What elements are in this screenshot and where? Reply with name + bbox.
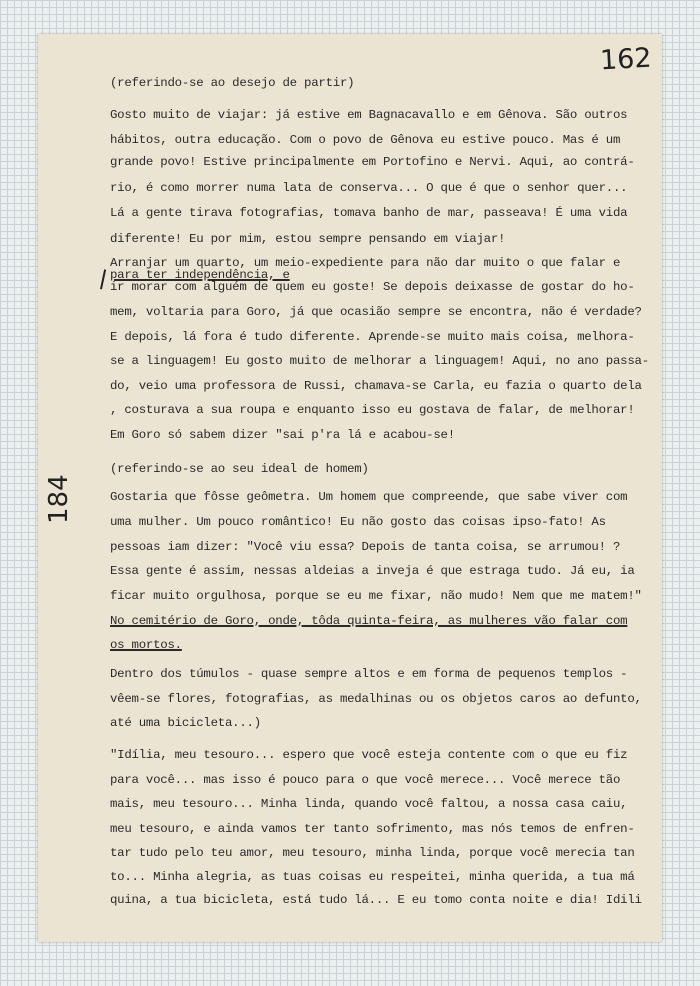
text-line: uma mulher. Um pouco romântico! Eu não gosto das coisas ipso-fato! As xyxy=(110,515,606,529)
text-line: rio, é como morrer numa lata de conserva... O que é que o senhor quer... xyxy=(110,181,628,195)
margin-number: 184 xyxy=(44,474,74,524)
text-line: Essa gente é assim, nessas aldeias a inveja é que estraga tudo. Já eu, ia xyxy=(110,564,635,578)
text-line: ficar muito orgulhosa, porque se eu me fixar, não mudo! Nem que me matem!" xyxy=(110,589,642,603)
text-line: Em Goro só sabem dizer "sai p'ra lá e acabou-se! xyxy=(110,428,455,442)
text-line: (referindo-se ao desejo de partir) xyxy=(110,76,355,90)
text-line: , costurava a sua roupa e enquanto isso eu gostava de falar, de melhorar! xyxy=(110,403,635,417)
underlined-line: os mortos. xyxy=(110,638,182,652)
underlined-line: No cemitério de Goro, onde, tôda quinta-feira, as mulheres vão falar com xyxy=(110,614,628,628)
text-line: até uma bicicleta...) xyxy=(110,716,261,730)
text-line: vêem-se flores, fotografias, as medalhinas ou os objetos caros ao defunto, xyxy=(110,692,642,706)
page-number: 162 xyxy=(599,42,653,77)
text-line: Dentro dos túmulos - quase sempre altos e em forma de pequenos templos - xyxy=(110,667,628,681)
text-line: grande povo! Estive principalmente em Portofino e Nervi. Aqui, ao contrá- xyxy=(110,155,635,169)
text-line: meu tesouro, e ainda vamos ter tanto sofrimento, mas nós temos de enfren- xyxy=(110,822,635,836)
text-line: Gosto muito de viajar: já estive em Bagnacavallo e em Gênova. São outros xyxy=(110,108,628,122)
text-line: do, veio uma professora de Russi, chamava-se Carla, eu fazia o quarto dela xyxy=(110,379,642,393)
text-line: to... Minha alegria, as tuas coisas eu respeitei, minha querida, a tua má xyxy=(110,870,635,884)
text-line: mem, voltaria para Goro, já que ocasião sempre se encontra, não é verdade? xyxy=(110,305,642,319)
text-line: se a linguagem! Eu gosto muito de melhorar a linguagem! Aqui, no ano passa- xyxy=(110,354,649,368)
text-line: Arranjar um quarto, um meio-expediente para não dar muito o que falar e xyxy=(110,256,621,270)
text-line: mais, meu tesouro... Minha linda, quando você faltou, a nossa casa caiu, xyxy=(110,797,628,811)
text-line: ir morar com alguém de quem eu goste! Se depois deixasse de gostar do ho- xyxy=(110,280,635,294)
text-line: "Idília, meu tesouro... espero que você esteja contente com o que eu fiz xyxy=(110,748,628,762)
text-line: Gostaria que fôsse geômetra. Um homem que compreende, que sabe viver com xyxy=(110,490,628,504)
section-heading: (referindo-se ao seu ideal de homem) xyxy=(110,462,369,476)
text-line: hábitos, outra educação. Com o povo de Gênova eu estive pouco. Mas é um xyxy=(110,133,621,147)
text-line: para você... mas isso é pouco para o que você merece... Você merece tão xyxy=(110,773,621,787)
text-line: tar tudo pelo teu amor, meu tesouro, minha linda, porque você merecia tan xyxy=(110,846,635,860)
text-line: pessoas iam dizer: "Você viu essa? Depois de tanta coisa, se arrumou! ? xyxy=(110,540,621,554)
handwritten-insertion: para ter independência, e xyxy=(110,268,290,282)
text-line: E depois, lá fora é tudo diferente. Aprende-se muito mais coisa, melhora- xyxy=(110,330,635,344)
text-line: Lá a gente tirava fotografias, tomava banho de mar, passeava! É uma vida xyxy=(110,206,628,220)
text-line: quina, a tua bicicleta, está tudo lá... E eu tomo conta noite e dia! Idili xyxy=(110,893,642,907)
text-line: diferente! Eu por mim, estou sempre pensando em viajar! xyxy=(110,232,506,246)
